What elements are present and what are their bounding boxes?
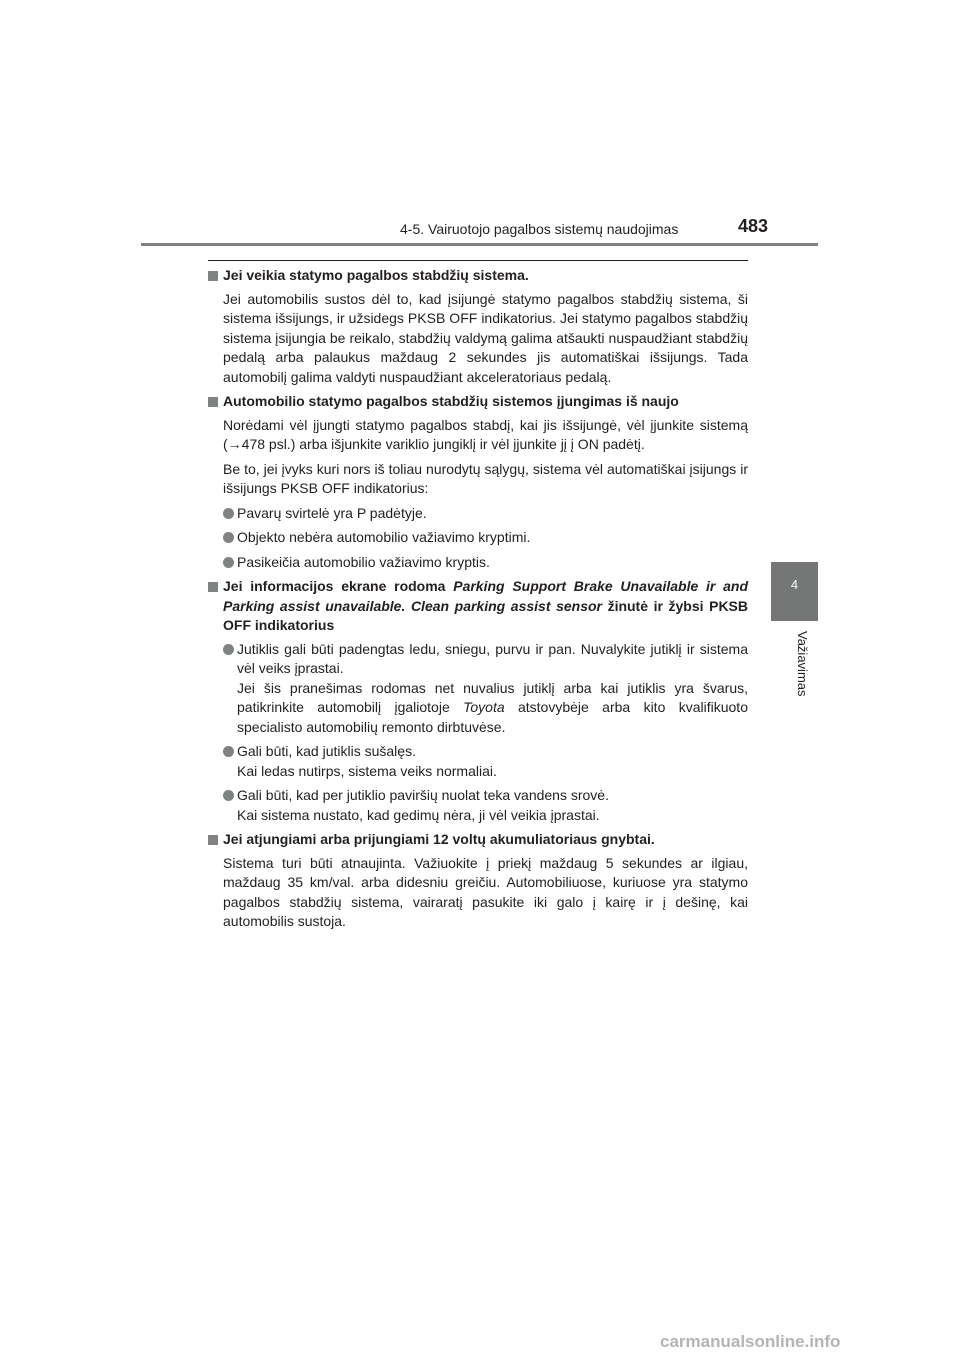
section-heading-text: Automobilio statymo pagalbos stabdžių sistemos įjungimas iš naujo [223, 393, 679, 409]
section-heading [208, 392, 748, 412]
section-divider [208, 260, 748, 261]
list-item-text-continued [237, 679, 748, 738]
section-heading [208, 577, 748, 636]
paragraph: Be to, jei įvyks kuri nors iš toliau nurodytų sąlygų, sistema vėl automatiškai įsijungs ir išsijungs PKSB OFF indikatorius: [223, 460, 748, 496]
header-divider [141, 243, 818, 246]
list-item [223, 504, 748, 524]
list-item-text: Pasikeičia automobilio važiavimo kryptis. [237, 553, 490, 570]
square-bullet-icon [208, 835, 218, 845]
circle-bullet-icon [223, 557, 234, 568]
list-item [223, 742, 748, 781]
list-item-text: Jutiklis gali būti padengtas ledu, sniegu, purvu ir pan. Nuvalykite jutiklį ir sistema vėl veiks įprastai. [237, 640, 748, 676]
circle-bullet-icon [223, 644, 234, 655]
square-bullet-icon [208, 271, 218, 281]
circle-bullet-icon [223, 508, 234, 519]
paragraph: Jei automobilis sustos dėl to, kad įsijungė statymo pagalbos stabdžių sistema, ši sistema išsijungs, ir užsidegs PKSB OFF indikatorius. Jei statymo pagalbos stabdžių sistema įsijungia be reikalo, stabdžių valdymą galima atšaukti nuspaudžiant stabdžių pedalą arba palaukus maždaug 2 sekundes jis automatiškai išsijungs. Tada automobilį galima valdyti nuspaudžiant akceleratoriaus pedalą. [223, 290, 748, 385]
list-item-text: Gali būti, kad per jutiklio paviršių nuolat teka vandens srovė. [237, 787, 609, 803]
list-item [223, 786, 748, 825]
square-bullet-icon [208, 397, 218, 407]
chapter-tab-label: Važiavimas [795, 631, 810, 697]
list-item-text: Objekto nebėra automobilio važiavimo kryptimi. [237, 529, 531, 545]
list-item [223, 553, 748, 573]
watermark: carmanualsonline.info [660, 1332, 841, 1351]
chapter-tab-number: 4 [790, 577, 799, 592]
list-item-text: Gali būti, kad jutiklis sušalęs. [237, 743, 416, 759]
list-item [223, 528, 748, 548]
section-heading-prefix: Jei informacijos ekrane rodoma [223, 578, 454, 594]
list-item-text-prefix: Jei šis pranešimas rodomas net nuvalius jutiklį arba kai jutiklis yra švarus, patikrinkite automobilį įgaliotoje [237, 679, 748, 715]
list-item-text-continued: Kai ledas nutirps, sistema veiks normaliai. [237, 762, 497, 779]
section-heading-suffix: žinutė ir žybsi PKSB OFF indikatorius [223, 597, 749, 633]
header-title: 4-5. Vairuotojo pagalbos sistemų naudojimas [400, 221, 679, 237]
circle-bullet-icon [223, 790, 234, 801]
list-item-text: Pavarų svirtelė yra P padėtyje. [237, 504, 427, 521]
square-bullet-icon [208, 582, 218, 592]
section-heading [208, 830, 748, 850]
section-heading-text: Jei atjungiami arba prijungiami 12 voltų akumuliatoriaus gnybtai. [223, 831, 655, 847]
paragraph: Norėdami vėl įjungti statymo pagalbos stabdį, kai jis išsijungė, vėl įjunkite sistemą (→478 psl.) arba išjunkite variklio jungiklį ir vėl įjunkite jį į ON padėtį. [223, 416, 748, 452]
section-heading-message: Parking Support Brake Unavailable ir and Parking assist unavailable. Clean parking assist sensor [223, 578, 748, 614]
section-heading [208, 266, 748, 286]
list-item [223, 640, 748, 738]
list-item-text-continued: Kai sistema nustato, kad gedimų nėra, ji vėl veikia įprastai. [237, 806, 600, 823]
section-heading-text: Jei veikia statymo pagalbos stabdžių sistema. [223, 267, 529, 283]
brand-name: Toyota [463, 699, 505, 715]
page-content [208, 266, 748, 937]
paragraph: Sistema turi būti atnaujinta. Važiuokite į priekį maždaug 5 sekundes ar ilgiau, maždaug 35 km/val. arba didesniu greičiu. Automobiliuose, kuriuose yra statymo pagalbos stabdžių sistema, vairaratį pasukite iki galo į kairę ir į dešinę, kai automobilis sustoja. [223, 854, 748, 929]
circle-bullet-icon [223, 532, 234, 543]
circle-bullet-icon [223, 746, 234, 757]
list-item-text-suffix: atstovybėje arba kito kvalifikuoto specialisto automobilių remonto dirbtuvėse. [237, 699, 748, 735]
page-number: 483 [738, 216, 769, 236]
